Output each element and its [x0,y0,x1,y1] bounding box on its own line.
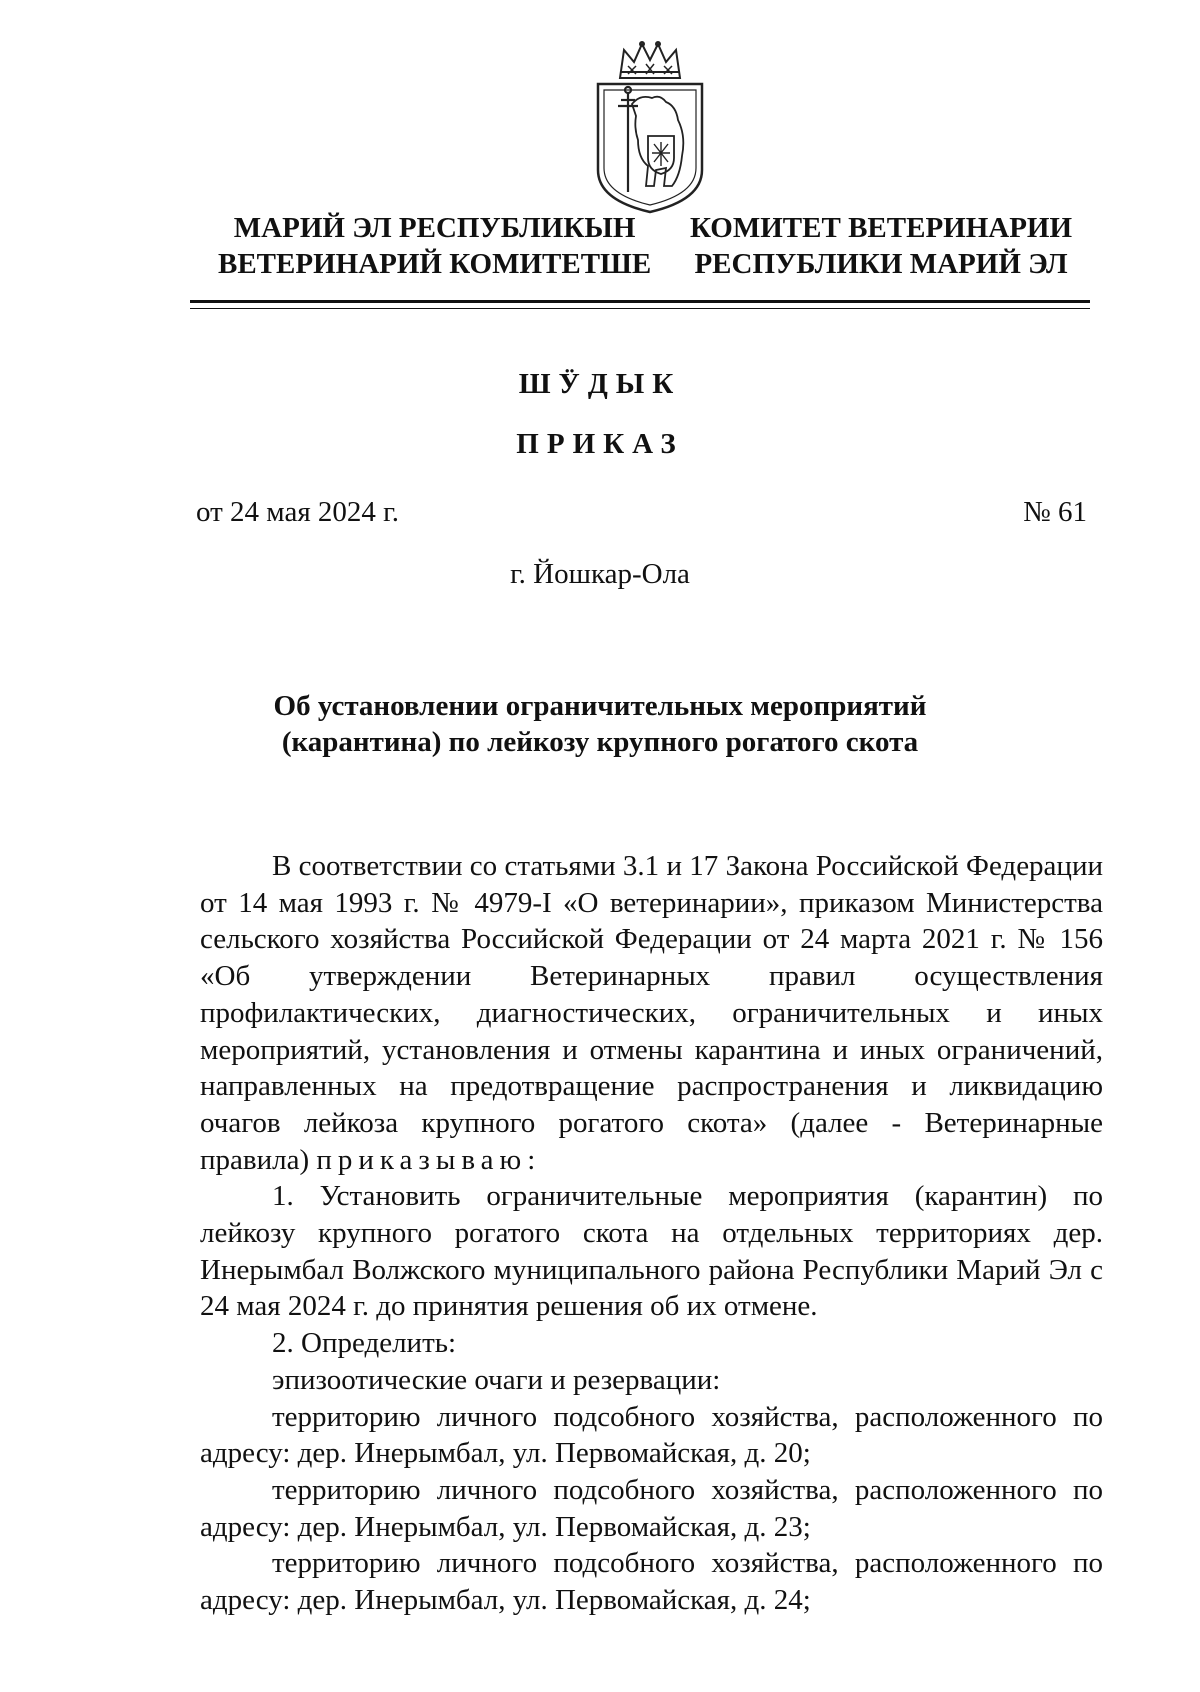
preamble-paragraph [200,848,1103,1178]
preamble-text: В соответствии со статьями 3.1 и 17 Закона Российской Федерации от 14 мая 1993 г. № 4979-I «О ветеринарии», приказом Министерства сельского хозяйства Российской Федерации от 24 марта 2021 г. № 156 «Об утверждении Ветеринарных правил осуществления профилактических, диагностических, ограничительных и иных мероприятий, установления и отмены карантина и иных ограничений, направленных на предотвращение распространения и ликвидацию очагов лейкоза крупного рогатого скота» (далее - Ветеринарные правила) [200,850,1103,1176]
territory-paragraph-2: территорию личного подсобного хозяйства, расположенного по адресу: дер. Инерымбал, ул. Первомайская, д. 23; [200,1473,1103,1543]
org-name-russian [690,210,1072,282]
coat-of-arms-icon [590,40,710,215]
order-word: приказываю: [316,1143,542,1176]
org-name-russian-line2: РЕСПУБЛИКИ МАРИЙ ЭЛ [694,248,1068,280]
org-name-mari [218,210,651,282]
item-2-subheading: эпизоотические очаги и резервации: [272,1363,721,1396]
header-divider-thick [190,300,1090,303]
header-divider-thin [190,308,1090,309]
document-date: от 24 мая 2024 г. [196,496,400,528]
org-name-russian-line1: КОМИТЕТ ВЕТЕРИНАРИИ [690,212,1073,244]
territory-paragraph-1: территорию личного подсобного хозяйства, расположенного по адресу: дер. Инерымбал, ул. Первомайская, д. 20; [200,1400,1103,1470]
document-body [200,848,1103,1619]
document-subject [0,688,1200,760]
document-title: ПРИКАЗ [516,428,684,460]
document-subject-line1: Об установлении ограничительных мероприятий [273,690,927,722]
territory-paragraph-3: территорию личного подсобного хозяйства, расположенного по адресу: дер. Инерымбал, ул. Первомайская, д. 24; [200,1547,1103,1617]
item-1-paragraph: 1. Установить ограничительные мероприятия (карантин) по лейкозу крупного рогатого скота на отдельных территориях дер. Инерымбал Волжского муниципального района Республики Марий Эл с 24 мая 2024 г. до принятия решения об их отмене. [200,1180,1103,1323]
document-title-mari: ШӰДЫК [518,368,682,400]
org-name-mari-line2: ВЕТЕРИНАРИЙ КОМИТЕТШЕ [218,248,652,280]
item-2-paragraph: 2. Определить: [272,1327,457,1360]
document-number: № 61 [1023,496,1087,528]
document-city: г. Йошкар-Ола [510,558,690,590]
org-name-mari-line1: МАРИЙ ЭЛ РЕСПУБЛИКЫН [233,212,636,244]
document-subject-line2: (карантина) по лейкозу крупного рогатого скота [281,726,919,758]
